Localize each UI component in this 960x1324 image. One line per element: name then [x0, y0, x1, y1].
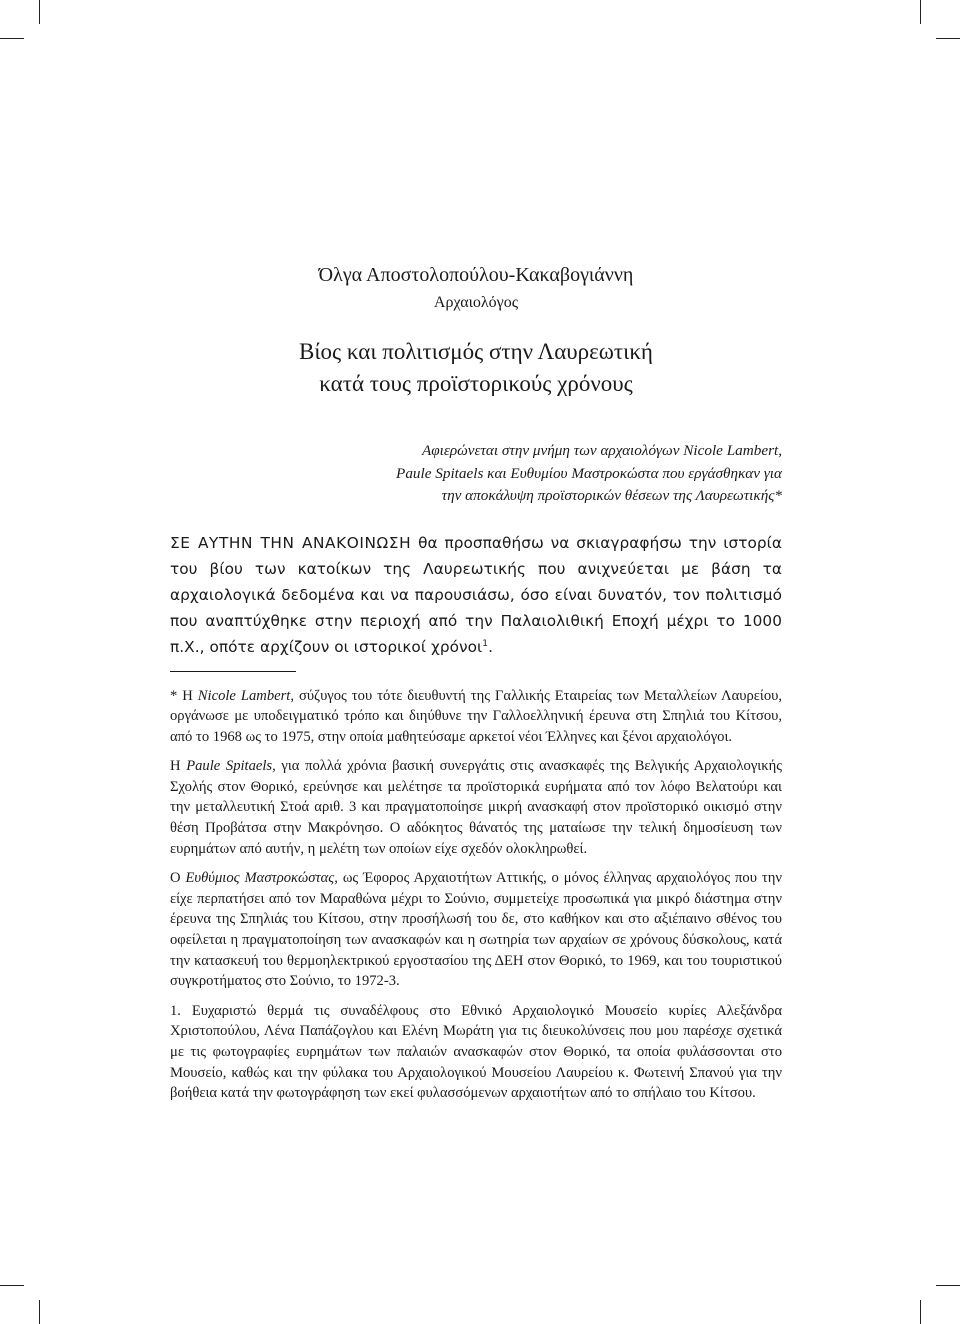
note-lambert-name: Nicole Lambert — [197, 687, 291, 704]
title-line-1: Βίος και πολιτισμός στην Λαυρεωτική — [299, 339, 653, 364]
note-mastrokostas-prefix: Ο — [170, 870, 186, 887]
crop-mark-bottom-left — [39, 1300, 40, 1324]
body-paragraph — [170, 530, 782, 661]
title-line-2: κατά τους προϊστορικούς χρόνους — [319, 371, 633, 396]
crop-mark-top-left-h — [0, 38, 24, 39]
crop-mark-top-right — [920, 0, 921, 24]
note-lambert-prefix: * Η — [170, 687, 198, 704]
note-mastrokostas-text: , ως Έφορος Αρχαιοτήτων Αττικής, ο μόνος έλληνας αρχαιολόγος που την είχε περπατήσει από τον Μαραθώνα μέχρι το Σούνιο, συμμετείχε προσωπικά για μικρό διάστημα στην έρευνα της Σπηλιάς του Κίτσου, στην προσήλωσή του δε, στο καθήκον και στο αξιέπαινο σθένος του οφείλεται η πραγματοποίηση των ανασκαφών και η σωτηρία των αρχαίων σε χρόνους δύσκολους, κατά την κατασκευή του θερμοηλεκτρικού εργοστασίου της ΔΕΗ στον Θορικό, το 1969, και του τουριστικού συγκροτήματος στο Σούνιο, το 1972-3. — [170, 870, 782, 990]
dedication-line-3: την αποκάλυψη προϊστορικών θέσεων της Λαυρεωτικής* — [441, 487, 782, 504]
author-role: Αρχαιολόγος — [433, 294, 519, 311]
footnote-ref[interactable]: 1 — [482, 639, 489, 650]
dedication-line-2: Paule Spitaels και Ευθυμίου Μαστροκώστα που εργάσθηκαν για — [396, 464, 782, 482]
article-title — [170, 336, 782, 400]
dedication — [170, 440, 782, 508]
footnote-divider — [170, 671, 296, 672]
note-spitaels-prefix: Η — [170, 758, 187, 775]
note-lambert-text: , σύζυγος του τότε διευθυντή της Γαλλικής Εταιρείας των Μεταλλείων Λαυρείου, οργάνωσε με υποδειγματικό τρόπο και διηύθυνε την Γαλλοελληνική έρευνα στη Σπηλιά του Κίτσου, από το 1968 ως το 1975, στην οποία μαθητεύσαμε αρκετοί νέοι Έλληνες και ξένοι αρχαιολόγοι. — [170, 687, 782, 745]
note-spitaels-name: Paule Spitaels — [186, 758, 273, 775]
crop-mark-top-right-h — [936, 38, 960, 39]
crop-mark-bottom-right-h — [936, 1285, 960, 1286]
note-spitaels — [170, 756, 782, 859]
body-end: . — [488, 638, 493, 657]
crop-mark-top-left — [39, 0, 40, 24]
body-text: θα προσπαθήσω να σκιαγραφήσω την ιστορία του βίου των κατοίκων της Λαυρεωτικής που ανιχνεύεται με βάση τα αρχαιολογικά δεδομένα και να παρουσιάσω, όσο είναι δυνατόν, τον πολιτισμό που αναπτύχθηκε στην περιοχή από την Παλαιολιθική Εποχή μέχρι το 1000 π.Χ., οπότε αρχίζουν οι ιστορικοί χρόνοι — [170, 533, 783, 657]
footnotes — [170, 686, 782, 1104]
author-name: Όλγα Αποστολοπούλου-Κακαβογιάννη — [318, 264, 634, 286]
dedication-line-1: Αφιερώνεται στην μνήμη των αρχαιολόγων Nicole Lambert, — [421, 442, 782, 459]
note-1-acknowledgements: 1. Ευχαριστώ θερμά τις συναδέλφους στο Εθνικό Αρχαιολογικό Μουσείο κυρίες Αλεξάνδρα Χριστοπούλου, Λένα Παπάζογλου και Ελένη Μωράτη για τις διευκολύνσεις που μου παρέσχε σχετικά με τις φωτογραφίες ευρημάτων των παλαιών ανασκαφών στον Θορικό, τα οποία φυλάσσονται στο Μουσείο, καθώς και την φύλακα του Αρχαιολογικού Μουσείου Λαυρείου κ. Φωτεινή Σπανού για την βοήθεια κατά την φωτογράφηση των εκεί φυλασσόμενων αρχαιοτήτων από το σπήλαιο του Κίτσου. — [170, 1002, 782, 1102]
note-spitaels-text: , για πολλά χρόνια βασική συνεργάτις στις ανασκαφές της Βελγικής Αρχαιολογικής Σχολής στον Θορικό, ερεύνησε και μελέτησε τα προϊστορικά ευρήματα από τον λόφο Βελατούρι και την μεταλλευτική Στοά αριθ. 3 και πραγματοποίησε μικρή ανασκαφή στον προϊστορικό οικισμό στην θέση Προβάτσα στην Μακρόνησο. Ο αδόκητος θάνατός της ματαίωσε την τελική δημοσίευση των ευρημάτων από αυτήν, η μελέτη των οποίων είχε σχεδόν ολοκληρωθεί. — [170, 758, 782, 857]
note-mastrokostas — [170, 868, 782, 992]
note-lambert — [170, 686, 782, 748]
document-page — [170, 262, 782, 1113]
crop-mark-bottom-right — [920, 1300, 921, 1324]
note-mastrokostas-name: Ευθύμιος Μαστροκώστας — [185, 870, 335, 887]
crop-mark-bottom-left-h — [0, 1285, 24, 1286]
body-lead: ΣΕ ΑΥΤΗΝ ΤΗΝ ΑΝΑΚΟΙΝΩΣΗ — [170, 533, 412, 552]
